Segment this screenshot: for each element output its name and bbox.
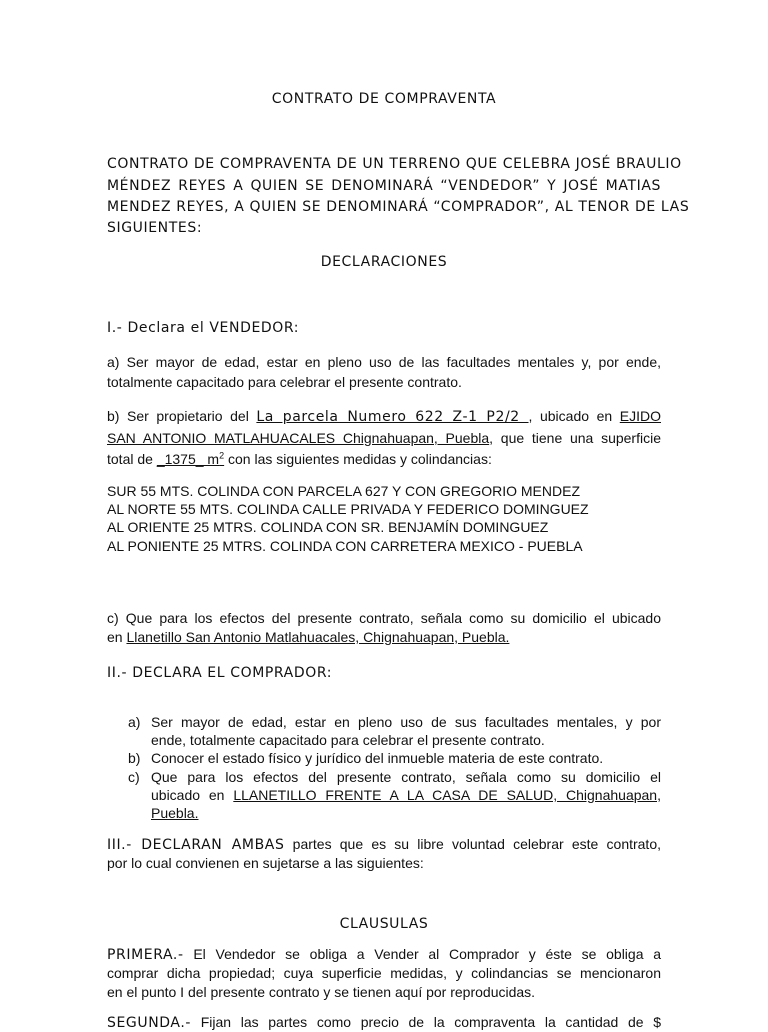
intro-line: MÉNDEZ REYES A QUIEN SE DENOMINARÁ “VENDEDOR” Y JOSÉ MATIAS <box>107 178 661 194</box>
vendedor-b-line2-rest: , que tiene una superficie <box>489 430 661 446</box>
colindancia-line: AL NORTE 55 MTS. COLINDA CALLE PRIVADA Y FEDERICO DOMINGUEZ <box>107 501 589 517</box>
primera-line: comprar dicha propiedad; cuya superficie medidas, y colindancias se mencionaron <box>107 965 661 981</box>
comprador-item-a-line: Ser mayor de edad, estar en pleno uso de sus facultades mentales, y por <box>151 714 661 730</box>
vendedor-b-line <box>107 407 661 426</box>
comprador-domicilio: LLANETILLO FRENTE A LA CASA DE SALUD, Chignahuapan, <box>233 787 661 803</box>
colindancia-line: SUR 55 MTS. COLINDA CON PARCELA 627 Y CON GREGORIO MENDEZ <box>107 483 581 499</box>
ambas-lead: III.- DECLARAN AMBAS <box>107 837 285 853</box>
ambas-line1-rest: partes que es su libre voluntad celebrar este contrato, <box>284 836 662 852</box>
colindancia-line: AL PONIENTE 25 MTRS. COLINDA CON CARRETERA MEXICO - PUEBLA <box>107 538 583 554</box>
vendedor-b-line <box>107 429 661 447</box>
ejido-field: SAN ANTONIO MATLAHUACALES Chignahuapan, Puebla <box>107 430 490 446</box>
comprador-item-c-line <box>151 804 661 822</box>
comprador-item-c-line <box>151 786 661 804</box>
primera-line1-rest: El Vendedor se obliga a Vender al Comprador y éste se obliga a <box>183 946 661 962</box>
parcela-field: La parcela Numero 622 Z-1 P2/2 <box>256 409 529 425</box>
vendedor-b-mid: , ubicado en <box>528 408 620 424</box>
vendedor-b-prefix: b) Ser propietario del <box>107 408 257 424</box>
colindancia-line: AL ORIENTE 25 MTRS. COLINDA CON SR. BENJAMÍN DOMINGUEZ <box>107 519 549 535</box>
comprador-item-label: c) <box>128 769 140 785</box>
segunda-lead: SEGUNDA.- <box>107 1015 192 1031</box>
vendedor-c-line: c) Que para los efectos del presente contrato, señala como su domicilio el ubicado <box>107 610 661 626</box>
vendedor-b-line <box>107 450 492 468</box>
intro-line: SIGUIENTES: <box>107 220 203 236</box>
comprador-item-label: b) <box>128 750 141 766</box>
vendedor-c-prefix: en <box>107 629 127 645</box>
vendedor-b-line3-rest: con las siguientes medidas y colindancias: <box>224 451 492 467</box>
primera-line: en el punto I del presente contrato y se tienen aquí por reproducidas. <box>107 984 536 1000</box>
vendedor-heading: I.- Declara el VENDEDOR: <box>107 320 300 336</box>
primera-line <box>107 945 661 964</box>
vendedor-domicilio: Llanetillo San Antonio Matlahuacales, Chignahuapan, Puebla. <box>126 629 510 645</box>
comprador-item-b-line: Conocer el estado físico y jurídico del inmueble materia de este contrato. <box>151 750 604 766</box>
clausulas-heading: CLAUSULAS <box>339 916 429 932</box>
vendedor-b-line3-prefix: total de <box>107 451 157 467</box>
ambas-line: por lo cual convienen en sujetarse a las siguientes: <box>107 855 424 871</box>
segunda-line <box>107 1013 661 1032</box>
comprador-domicilio: Puebla. <box>151 805 199 821</box>
comprador-heading: II.- DECLARA EL COMPRADOR: <box>107 665 333 681</box>
document-title: CONTRATO DE COMPRAVENTA <box>271 91 497 107</box>
intro-line: CONTRATO DE COMPRAVENTA DE UN TERRENO QUE CELEBRA JOSÉ BRAULIO <box>107 156 682 172</box>
superficie-exponent: 2 <box>219 450 225 461</box>
vendedor-c-line <box>107 628 509 646</box>
comprador-item-a-line: ende, totalmente capacitado para celebrar el presente contrato. <box>151 732 545 748</box>
comprador-item-c-line: Que para los efectos del presente contrato, señala como su domicilio el <box>151 769 661 785</box>
ejido-field: EJIDO <box>619 408 661 424</box>
superficie-field: _1375_ $m^2$ <box>156 450 225 467</box>
vendedor-a-line: a) Ser mayor de edad, estar en pleno uso de las facultades mentales y, por ende, <box>107 354 661 370</box>
declaraciones-heading: DECLARACIONES <box>320 254 448 270</box>
ambas-line <box>107 835 661 854</box>
intro-line: MENDEZ REYES, A QUIEN SE DENOMINARÁ “COMPRADOR”, AL TENOR DE LAS <box>107 199 690 215</box>
comprador-item-label: a) <box>128 714 141 730</box>
comprador-c-prefix: ubicado en <box>151 787 234 803</box>
primera-lead: PRIMERA.- <box>107 947 184 963</box>
vendedor-a-line: totalmente capacitado para celebrar el presente contrato. <box>107 374 462 390</box>
segunda-line1-rest: Fijan las partes como precio de la compraventa la cantidad de $ <box>191 1014 661 1030</box>
